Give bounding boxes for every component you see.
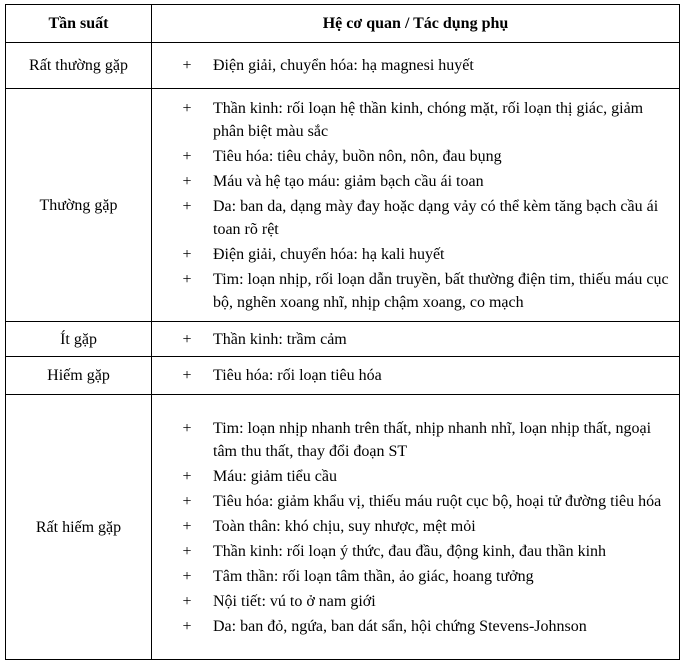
table-row (6, 43, 680, 89)
header-organ-system: Hệ cơ quan / Tác dụng phụ (152, 5, 680, 43)
bullet-marker: + (182, 493, 192, 510)
bullet-marker: + (182, 330, 192, 348)
side-effects-table (5, 4, 680, 660)
table-row (6, 89, 680, 322)
effects-list (160, 97, 671, 314)
list-item (160, 243, 671, 266)
effect-text: Thần kinh: trầm cảm (213, 330, 347, 348)
effect-text: Máu: giảm tiểu cầu (213, 468, 337, 485)
list-item (160, 540, 671, 563)
effect-text: Toàn thân: khó chịu, suy nhược, mệt mỏi (213, 518, 476, 535)
list-item (160, 170, 671, 193)
bullet-marker: + (182, 100, 192, 117)
effect-text: Máu và hệ tạo máu: giảm bạch cầu ái toan (213, 173, 484, 190)
bullet-marker: + (182, 246, 192, 263)
effect-text: Tiêu hóa: rối loạn tiêu hóa (213, 367, 382, 384)
bullet-marker: + (182, 198, 192, 215)
effect-text: Tim: loạn nhịp nhanh trên thất, nhịp nhanh nhĩ, loạn nhịp thất, ngoại tâm thu thất, thay đổi đoạn ST (213, 420, 652, 460)
bullet-marker: + (182, 593, 192, 610)
list-item (160, 195, 671, 241)
table-row (6, 357, 680, 395)
frequency-cell: Rất thường gặp (6, 43, 152, 89)
list-item (160, 364, 671, 387)
bullet-marker: + (182, 568, 192, 585)
effect-text: Tiêu hóa: giảm khẩu vị, thiếu máu ruột cục bộ, hoại tử đường tiêu hóa (213, 493, 662, 510)
frequency-cell: Ít gặp (6, 322, 152, 357)
effect-text: Tim: loạn nhịp, rối loạn dẫn truyền, bất thường điện tim, thiếu máu cục bộ, nghẽn xoang nhĩ, nhịp chậm xoang, co mạch (213, 271, 669, 311)
table-row (6, 322, 680, 357)
effect-text: Thần kinh: rối loạn hệ thần kinh, chóng mặt, rối loạn thị giác, giảm phân biệt màu sắc (213, 100, 644, 140)
effect-text: Tâm thần: rối loạn tâm thần, ảo giác, hoang tưởng (213, 568, 534, 585)
list-item (160, 145, 671, 168)
list-item (160, 54, 671, 77)
effects-list (160, 328, 671, 351)
effect-text: Điện giải, chuyển hóa: hạ magnesi huyết (213, 57, 474, 74)
header-frequency: Tần suất (6, 5, 152, 43)
effects-list (160, 54, 671, 77)
list-item (160, 268, 671, 314)
bullet-marker: + (182, 543, 192, 560)
bullet-marker: + (182, 420, 192, 437)
effects-cell (152, 322, 680, 357)
list-item (160, 465, 671, 488)
list-item (160, 590, 671, 613)
effects-cell (152, 357, 680, 395)
list-item (160, 328, 671, 351)
frequency-cell: Thường gặp (6, 89, 152, 322)
effect-text: Điện giải, chuyển hóa: hạ kali huyết (213, 246, 445, 263)
frequency-cell: Rất hiếm gặp (6, 395, 152, 660)
effects-list (160, 417, 671, 638)
effect-text: Nội tiết: vú to ở nam giới (213, 593, 376, 610)
effect-text: Tiêu hóa: tiêu chảy, buồn nôn, nôn, đau bụng (213, 148, 502, 165)
list-item (160, 515, 671, 538)
effect-text: Da: ban đỏ, ngứa, ban dát sẩn, hội chứng Stevens-Johnson (213, 618, 587, 635)
list-item (160, 615, 671, 638)
effects-cell (152, 395, 680, 660)
effect-text: Thần kinh: rối loạn ý thức, đau đầu, động kinh, đau thần kinh (213, 543, 607, 560)
effects-cell (152, 89, 680, 322)
effect-text: Da: ban da, dạng mày đay hoặc dạng vảy có thể kèm tăng bạch cầu ái toan rõ rệt (213, 198, 659, 238)
bullet-marker: + (182, 518, 192, 535)
bullet-marker: + (182, 618, 192, 635)
effects-list (160, 364, 671, 387)
frequency-cell: Hiếm gặp (6, 357, 152, 395)
bullet-marker: + (182, 367, 192, 384)
bullet-marker: + (182, 173, 192, 190)
table-row (6, 395, 680, 660)
header-row (6, 5, 680, 43)
bullet-marker: + (182, 468, 192, 485)
list-item (160, 417, 671, 463)
effects-cell (152, 43, 680, 89)
bullet-marker: + (182, 148, 192, 165)
bullet-marker: + (182, 57, 192, 74)
bullet-marker: + (182, 271, 192, 288)
list-item (160, 490, 671, 513)
list-item (160, 97, 671, 143)
list-item (160, 565, 671, 588)
